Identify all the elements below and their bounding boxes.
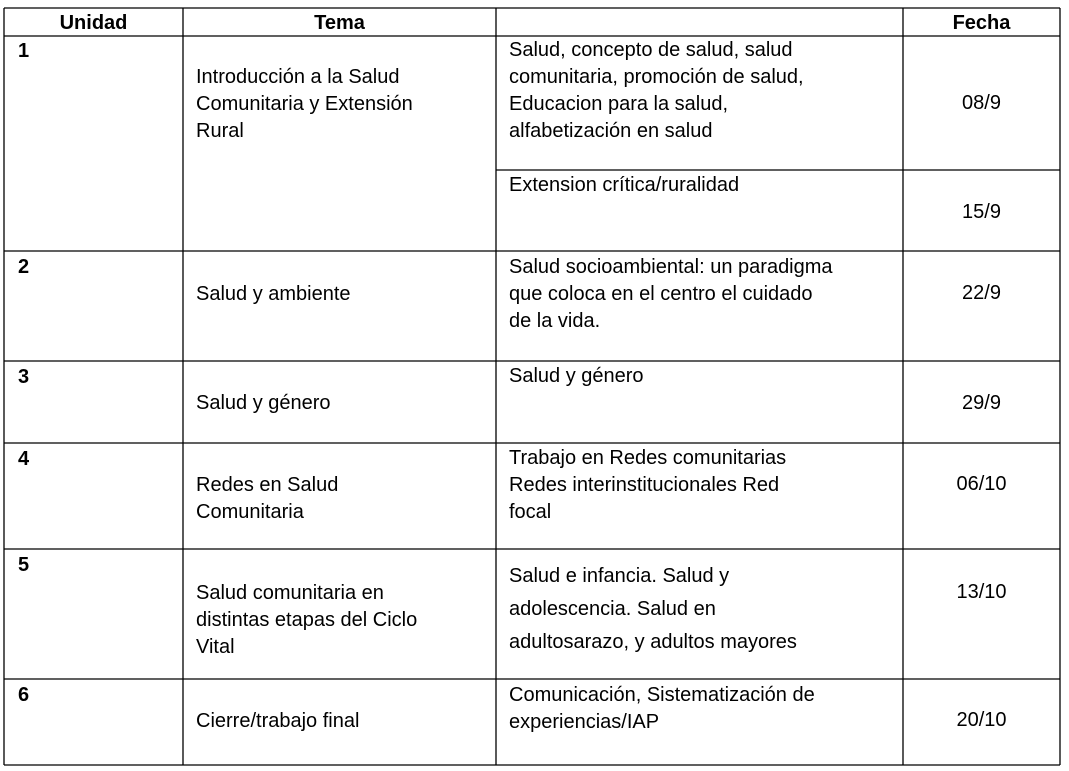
row-2-fecha: 22/9 — [962, 282, 1001, 304]
row-5-fecha: 13/10 — [956, 581, 1007, 603]
row-3-contenido: Salud y género — [509, 365, 644, 387]
row-1a-fecha: 08/9 — [962, 92, 1001, 114]
row-1-tema: Introducción a la Salud Comunitaria y Extensión Rural — [196, 66, 413, 142]
row-1b-contenido: Extension crítica/ruralidad — [509, 174, 740, 196]
row-5-unidad: 5 — [18, 554, 30, 576]
header-fecha: Fecha — [952, 12, 1011, 34]
row-6-unidad: 6 — [18, 684, 30, 706]
row-1b-fecha: 15/9 — [962, 201, 1001, 223]
row-3-fecha: 29/9 — [962, 392, 1001, 414]
row-3-unidad: 3 — [18, 366, 30, 388]
row-4-contenido: Trabajo en Redes comunitarias Redes interinstitucionales Red focal — [509, 447, 787, 523]
row-6-contenido: Comunicación, Sistematización de experiencias/IAP — [509, 684, 815, 733]
row-6-fecha: 20/10 — [956, 709, 1007, 731]
row-1a-contenido: Salud, concepto de salud, salud comunitaria, promoción de salud, Educacion para la salud, alfabetización en salud — [509, 39, 804, 142]
row-5-tema: Salud comunitaria en distintas etapas del Ciclo Vital — [196, 582, 418, 658]
row-2-tema: Salud y ambiente — [196, 283, 351, 305]
row-6-tema: Cierre/trabajo final — [196, 710, 360, 732]
row-2-unidad: 2 — [18, 256, 30, 278]
header-unidad: Unidad — [59, 12, 128, 34]
row-4-fecha: 06/10 — [956, 473, 1007, 495]
row-2-contenido: Salud socioambiental: un paradigma que coloca en el centro el cuidado de la vida. — [509, 256, 833, 332]
row-1-unidad: 1 — [18, 40, 30, 62]
row-4-unidad: 4 — [18, 448, 30, 470]
row-4-tema: Redes en Salud Comunitaria — [196, 474, 339, 523]
row-3-tema: Salud y género — [196, 392, 331, 414]
header-tema: Tema — [314, 12, 365, 34]
row-5-contenido: Salud e infancia. Salud y adolescencia. Salud en adultosarazo, y adultos mayores — [509, 565, 797, 653]
